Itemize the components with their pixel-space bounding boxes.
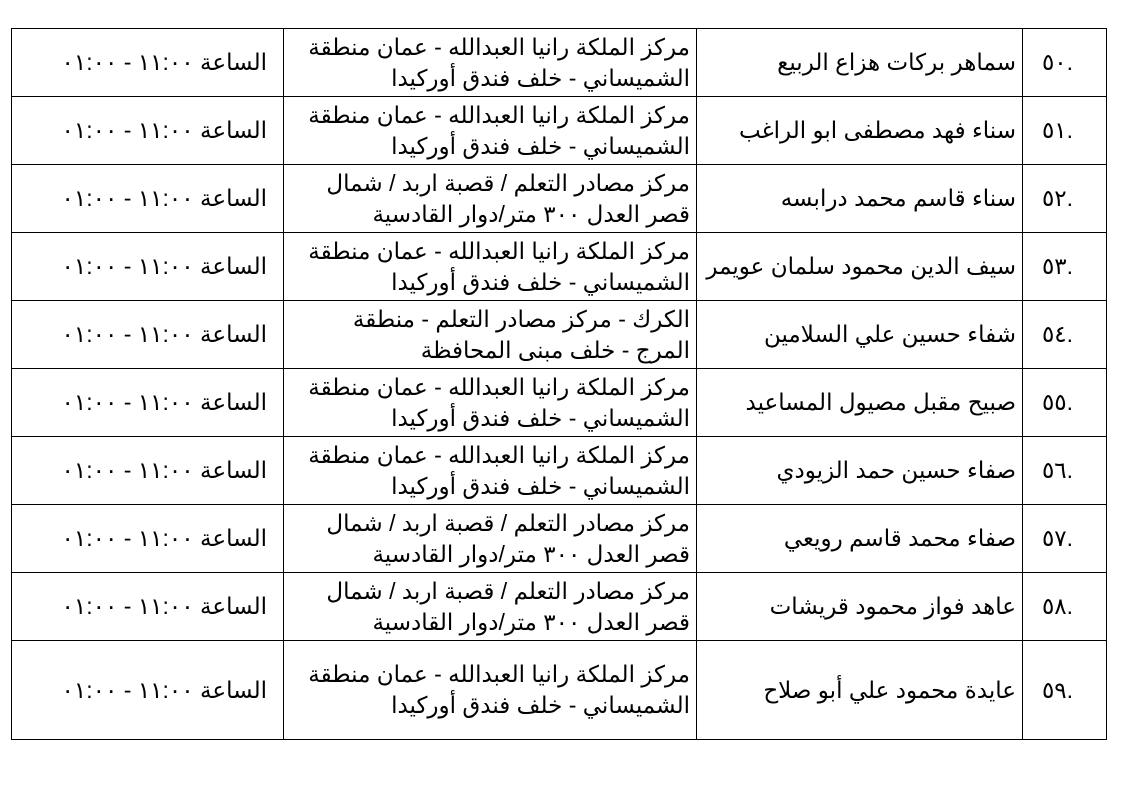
time-slot: الساعة ١١:٠٠ - ٠١:٠٠ — [12, 165, 284, 233]
table-row — [12, 29, 1107, 97]
table-row — [12, 369, 1107, 437]
time-slot: الساعة ١١:٠٠ - ٠١:٠٠ — [12, 369, 284, 437]
time-slot: الساعة ١١:٠٠ - ٠١:٠٠ — [12, 641, 284, 740]
location-line-1: الكرك - مركز مصادر التعلم - منطقة — [352, 305, 690, 332]
person-name: سماهر بركات هزاع الربيع — [697, 29, 1023, 97]
row-number: .٥٤ — [1023, 301, 1107, 369]
location-cell — [284, 437, 697, 505]
row-number: .٥٦ — [1023, 437, 1107, 505]
location-line-1: مركز مصادر التعلم / قصبة اربد / شمال — [326, 577, 690, 604]
time-slot: الساعة ١١:٠٠ - ٠١:٠٠ — [12, 29, 284, 97]
location-line-2: قصر العدل ٣٠٠ متر/دوار القادسية — [372, 608, 690, 635]
location-cell — [284, 29, 697, 97]
table-row — [12, 437, 1107, 505]
schedule-table-body — [12, 29, 1107, 740]
row-number: .٥١ — [1023, 97, 1107, 165]
person-name: صفاء حسين حمد الزيودي — [697, 437, 1023, 505]
row-number: .٥٢ — [1023, 165, 1107, 233]
time-slot: الساعة ١١:٠٠ - ٠١:٠٠ — [12, 301, 284, 369]
table-row — [12, 97, 1107, 165]
location-cell — [284, 97, 697, 165]
person-name: سيف الدين محمود سلمان عويمر — [697, 233, 1023, 301]
time-slot: الساعة ١١:٠٠ - ٠١:٠٠ — [12, 437, 284, 505]
location-line-2: الشميساني - خلف فندق أوركيدا — [391, 64, 690, 91]
person-name: سناء فهد مصطفى ابو الراغب — [697, 97, 1023, 165]
location-cell — [284, 505, 697, 573]
row-number: .٥٨ — [1023, 573, 1107, 641]
person-name: شفاء حسين علي السلامين — [697, 301, 1023, 369]
person-name: سناء قاسم محمد درابسه — [697, 165, 1023, 233]
location-line-2: الشميساني - خلف فندق أوركيدا — [391, 132, 690, 159]
table-row — [12, 505, 1107, 573]
location-line-2: قصر العدل ٣٠٠ متر/دوار القادسية — [372, 540, 690, 567]
location-line-1: مركز الملكة رانيا العبدالله - عمان منطقة — [308, 441, 690, 468]
row-number: .٥٣ — [1023, 233, 1107, 301]
table-row — [12, 233, 1107, 301]
location-line-2: قصر العدل ٣٠٠ متر/دوار القادسية — [372, 200, 690, 227]
person-name: صبيح مقبل مصيول المساعيد — [697, 369, 1023, 437]
time-slot: الساعة ١١:٠٠ - ٠١:٠٠ — [12, 505, 284, 573]
table-row — [12, 301, 1107, 369]
location-line-1: مركز الملكة رانيا العبدالله - عمان منطقة — [308, 661, 690, 687]
location-line-1: مركز الملكة رانيا العبدالله - عمان منطقة — [308, 237, 690, 264]
row-number: .٥٧ — [1023, 505, 1107, 573]
location-cell — [284, 301, 697, 369]
location-line-1: مركز الملكة رانيا العبدالله - عمان منطقة — [308, 373, 690, 400]
table-row — [12, 573, 1107, 641]
time-slot: الساعة ١١:٠٠ - ٠١:٠٠ — [12, 97, 284, 165]
person-name: عاهد فواز محمود قريشات — [697, 573, 1023, 641]
location-line-2: الشميساني - خلف فندق أوركيدا — [391, 268, 690, 295]
person-name: صفاء محمد قاسم رويعي — [697, 505, 1023, 573]
row-number: .٥٥ — [1023, 369, 1107, 437]
row-number: .٥٠ — [1023, 29, 1107, 97]
location-line-1: مركز مصادر التعلم / قصبة اربد / شمال — [326, 509, 690, 536]
row-number: .٥٩ — [1023, 641, 1107, 740]
location-line-2: الشميساني - خلف فندق أوركيدا — [391, 692, 690, 718]
location-cell — [284, 573, 697, 641]
table-row — [12, 641, 1107, 740]
person-name: عايدة محمود علي أبو صلاح — [697, 641, 1023, 740]
location-line-1: مركز مصادر التعلم / قصبة اربد / شمال — [326, 169, 690, 196]
time-slot: الساعة ١١:٠٠ - ٠١:٠٠ — [12, 573, 284, 641]
time-slot: الساعة ١١:٠٠ - ٠١:٠٠ — [12, 233, 284, 301]
location-cell — [284, 641, 697, 740]
location-cell — [284, 369, 697, 437]
location-line-1: مركز الملكة رانيا العبدالله - عمان منطقة — [308, 101, 690, 128]
schedule-table — [11, 28, 1107, 740]
location-line-2: الشميساني - خلف فندق أوركيدا — [391, 472, 690, 499]
table-row — [12, 165, 1107, 233]
location-cell — [284, 165, 697, 233]
location-line-1: مركز الملكة رانيا العبدالله - عمان منطقة — [308, 33, 690, 60]
location-line-2: المرج - خلف مبنى المحافظة — [420, 336, 690, 363]
location-cell — [284, 233, 697, 301]
location-line-2: الشميساني - خلف فندق أوركيدا — [391, 404, 690, 431]
